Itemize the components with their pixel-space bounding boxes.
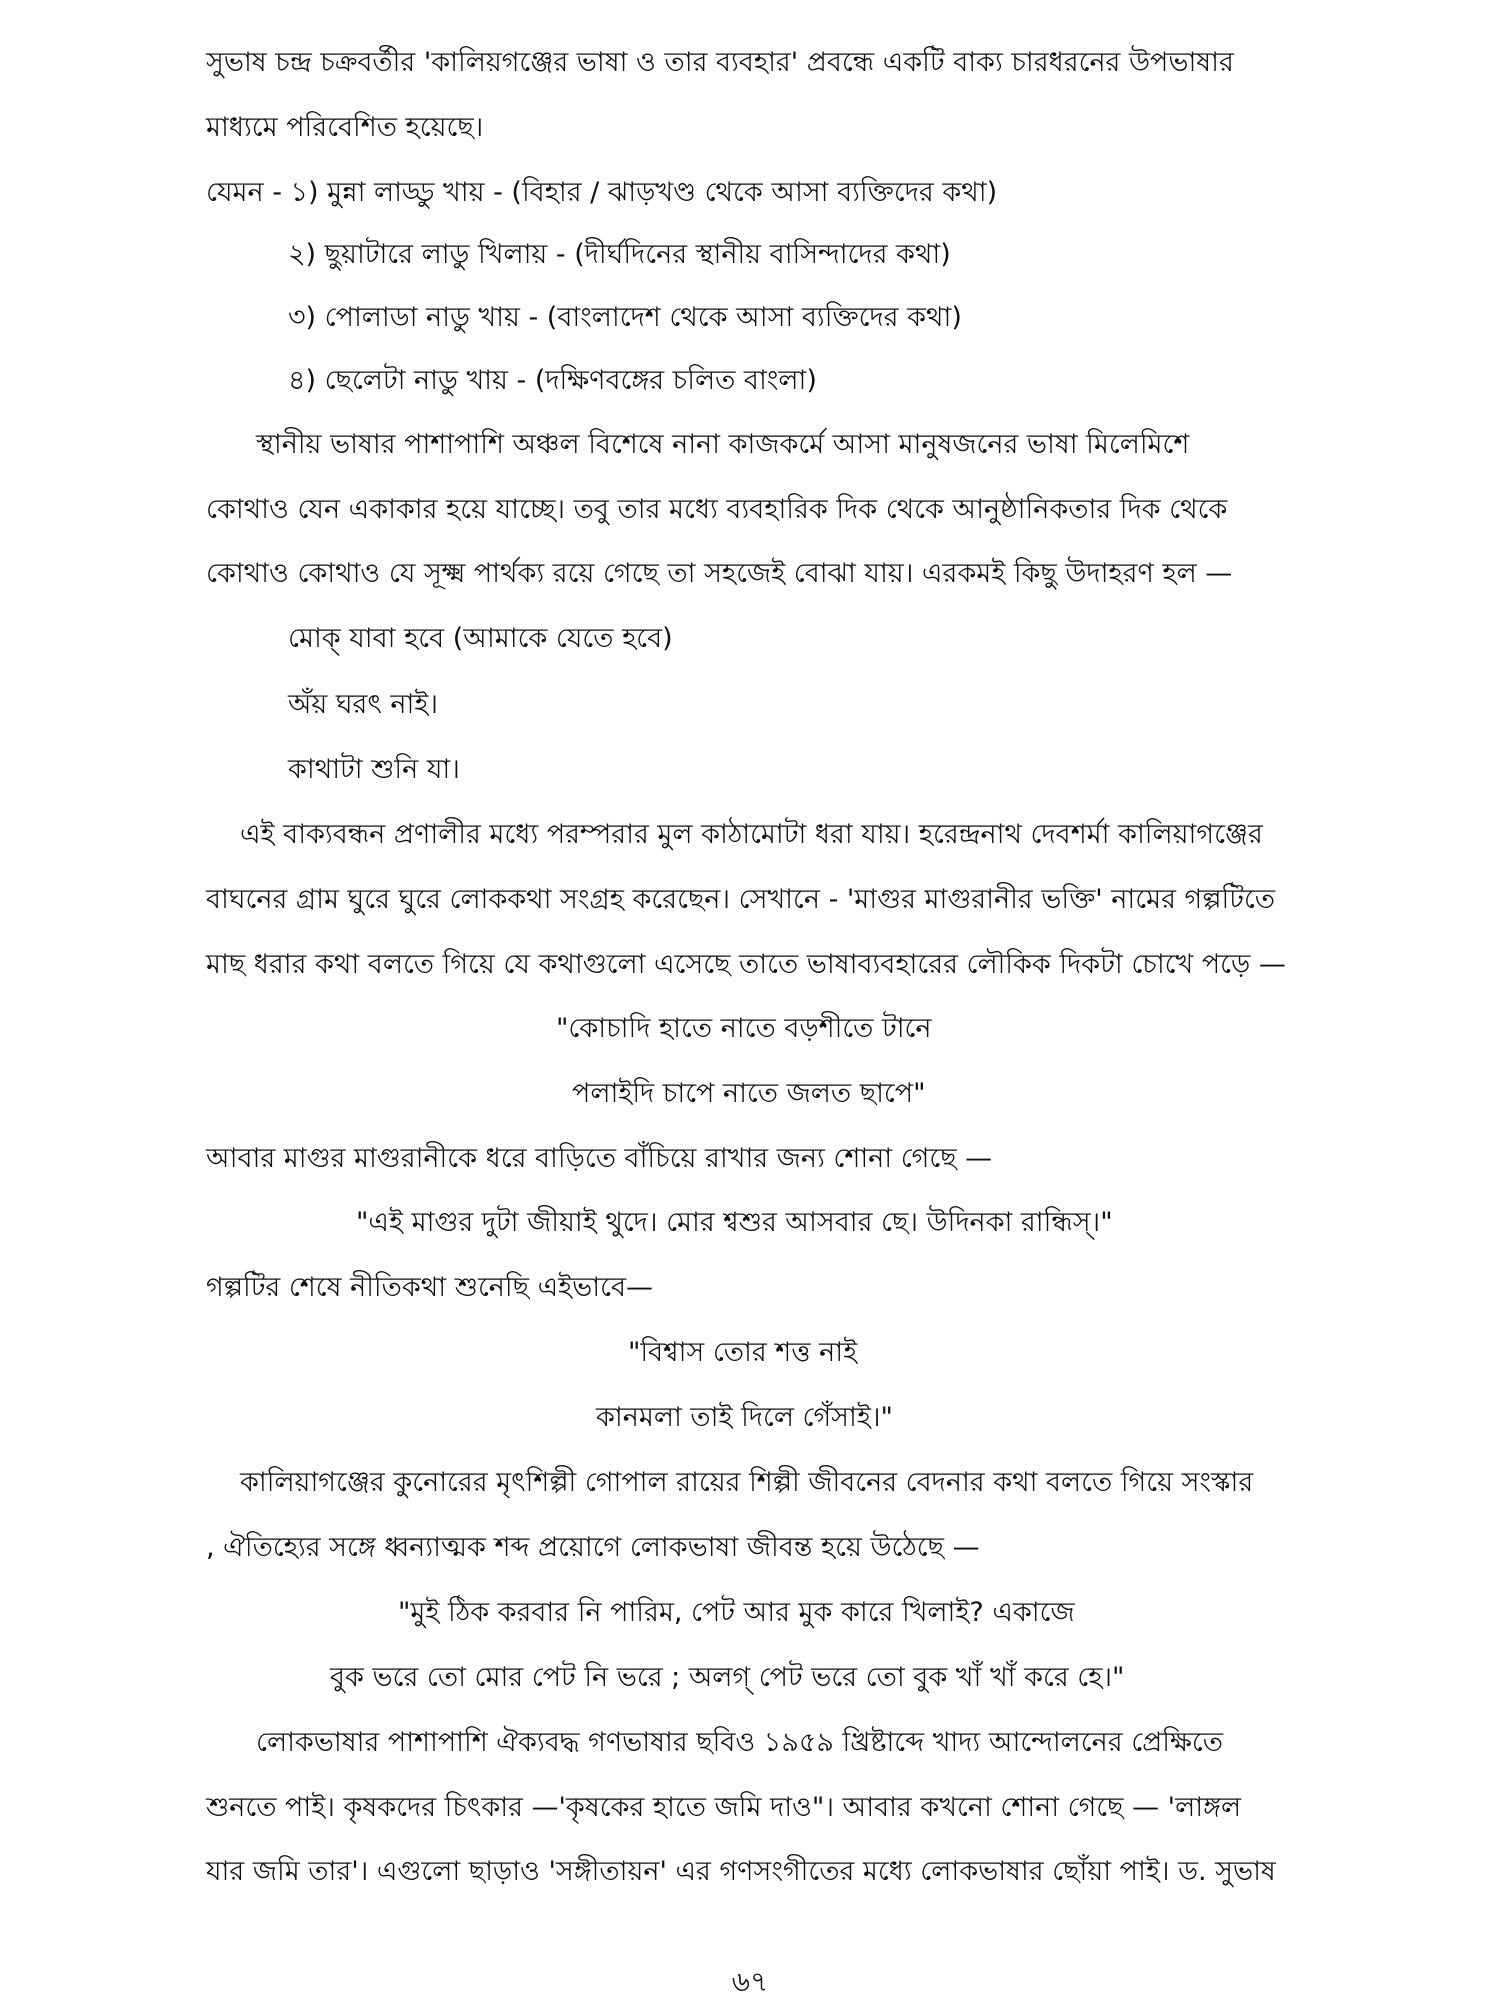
quote-magur: "এই মাগুর দুটা জীয়াই থুদে। মোর শ্বশুর আসবার ছে। উদিনকা রান্ধিস্।": [356, 1207, 1113, 1238]
paragraph-mass-line-2: শুনতে পাই। কৃষকদের চিৎকার —'কৃষকের হাতে জমি দাও"। আবার কখনো শোনা গেছে — 'লাঙ্গল: [206, 1792, 1242, 1823]
paragraph-local-line-1: স্থানীয় ভাষার পাশাপাশি অঞ্চল বিশেষে নানা কাজকর্মে আসা মানুষজনের ভাষা মিলেমিশে: [256, 429, 1190, 460]
quote-potter-line-2: বুক ভরে তো মোর পেট নি ভরে ; অলগ্ পেট ভরে তো বুক খাঁ খাঁ করে হে।": [330, 1662, 1125, 1693]
paragraph-tradition-line-1: এই বাক্যবন্ধন প্রণালীর মধ্যে পরম্পরার মুল কাঠামোটা ধরা যায়। হরেন্দ্রনাথ দেবশর্মা কালিয়াগঞ্জের: [240, 819, 1263, 850]
verse-fishing-line-2: পলাইদি চাপে নাতে জলত ছাপে": [572, 1078, 926, 1109]
paragraph-potter-line-2: , ঐতিহ্যের সঙ্গে ধ্বন্যাত্মক শব্দ প্রয়োগে লোকভাষা জীবন্ত হয়ে উঠেছে —: [206, 1532, 980, 1563]
dialect-example-2: অঁয় ঘরৎ নাই।: [288, 689, 439, 720]
example-line-1: যেমন - ১) মুন্না লাড্ডু খায় - (বিহার / ঝাড়খণ্ড থেকে আসা ব্যক্তিদের কথা): [206, 177, 998, 208]
line-moral: গল্পটির শেষে নীতিকথা শুনেছি এইভাবে—: [206, 1272, 653, 1303]
paragraph-tradition-line-2: বাঘনের গ্রাম ঘুরে ঘুরে লোককথা সংগ্রহ করেছেন। সেখানে - 'মাগুর মাগুরানীর ভক্তি' নামের গল্পটিতে: [206, 884, 1276, 915]
example-line-2: ২) ছুয়াটারে লাডু খিলায় - (দীর্ঘদিনের স্থানীয় বাসিন্দাদের কথা): [288, 239, 951, 270]
paragraph-local-line-3: কোথাও কোথাও যে সূক্ষ্ম পার্থক্য রয়ে গেছে তা সহজেই বোঝা যায়। এরকমই কিছু উদাহরণ হল —: [206, 558, 1233, 589]
verse-moral-line-1: "বিশ্বাস তোর শত্ত নাই: [628, 1337, 858, 1368]
dialect-example-3: কাথাটা শুনি যা।: [288, 754, 460, 785]
paragraph-mass-line-3: যার জমি তার'। এগুলো ছাড়াও 'সঙ্গীতায়ন' এর গণসংগীতের মধ্যে লোকভাষার ছোঁয়া পাই। ড. সুভাষ: [206, 1856, 1276, 1887]
quote-potter-line-1: "মুই ঠিক করবার নি পারিম, পেট আর মুক কারে খিলাই? একাজে: [398, 1597, 1075, 1628]
paragraph-mass-line-1: লোকভাষার পাশাপাশি ঐক্যবদ্ধ গণভাষার ছবিও ১৯৫৯ খ্রিষ্টাব্দে খাদ্য আন্দোলনের প্রেক্ষিতে: [256, 1727, 1224, 1758]
verse-moral-line-2: কানমলা তাই দিলে গেঁসাই।": [596, 1402, 893, 1433]
verse-fishing-line-1: "কোচাদি হাতে নাতে বড়শীতে টানে: [556, 1013, 932, 1044]
example-line-4: ৪) ছেলেটা নাডু খায় - (দক্ষিণবঙ্গের চলিত বাংলা): [288, 365, 817, 396]
paragraph-local-line-2: কোথাও যেন একাকার হয়ে যাচ্ছে। তবু তার মধ্যে ব্যবহারিক দিক থেকে আনুষ্ঠানিকতার দিক থেকে: [206, 494, 1228, 525]
page-number: ৬৭: [731, 1965, 769, 1998]
paragraph-tradition-line-3: মাছ ধরার কথা বলতে গিয়ে যে কথাগুলো এসেছে তাতে ভাষাব্যবহারের লৌকিক দিকটা চোখে পড়ে —: [206, 949, 1286, 980]
dialect-example-1: মোক্ যাবা হবে (আমাকে যেতে হবে): [288, 623, 673, 654]
example-line-3: ৩) পোলাডা নাডু খায় - (বাংলাদেশ থেকে আসা ব্যক্তিদের কথা): [288, 302, 962, 333]
intro-line-2: মাধ্যমে পরিবেশিত হয়েছে।: [206, 112, 484, 143]
line-again: আবার মাগুর মাগুরানীকে ধরে বাড়িতে বাঁচিয়ে রাখার জন্য শোনা গেছে —: [206, 1143, 993, 1174]
paragraph-potter-line-1: কালিয়াগঞ্জের কুনোরের মৃৎশিল্পী গোপাল রায়ের শিল্পী জীবনের বেদনার কথা বলতে গিয়ে সংস্কার: [240, 1467, 1254, 1498]
intro-line-1: সুভাষ চন্দ্র চক্রবর্তীর 'কালিয়গঞ্জের ভাষা ও তার ব্যবহার' প্রবন্ধে একটি বাক্য চারধরনের উপভাষার: [206, 47, 1234, 78]
